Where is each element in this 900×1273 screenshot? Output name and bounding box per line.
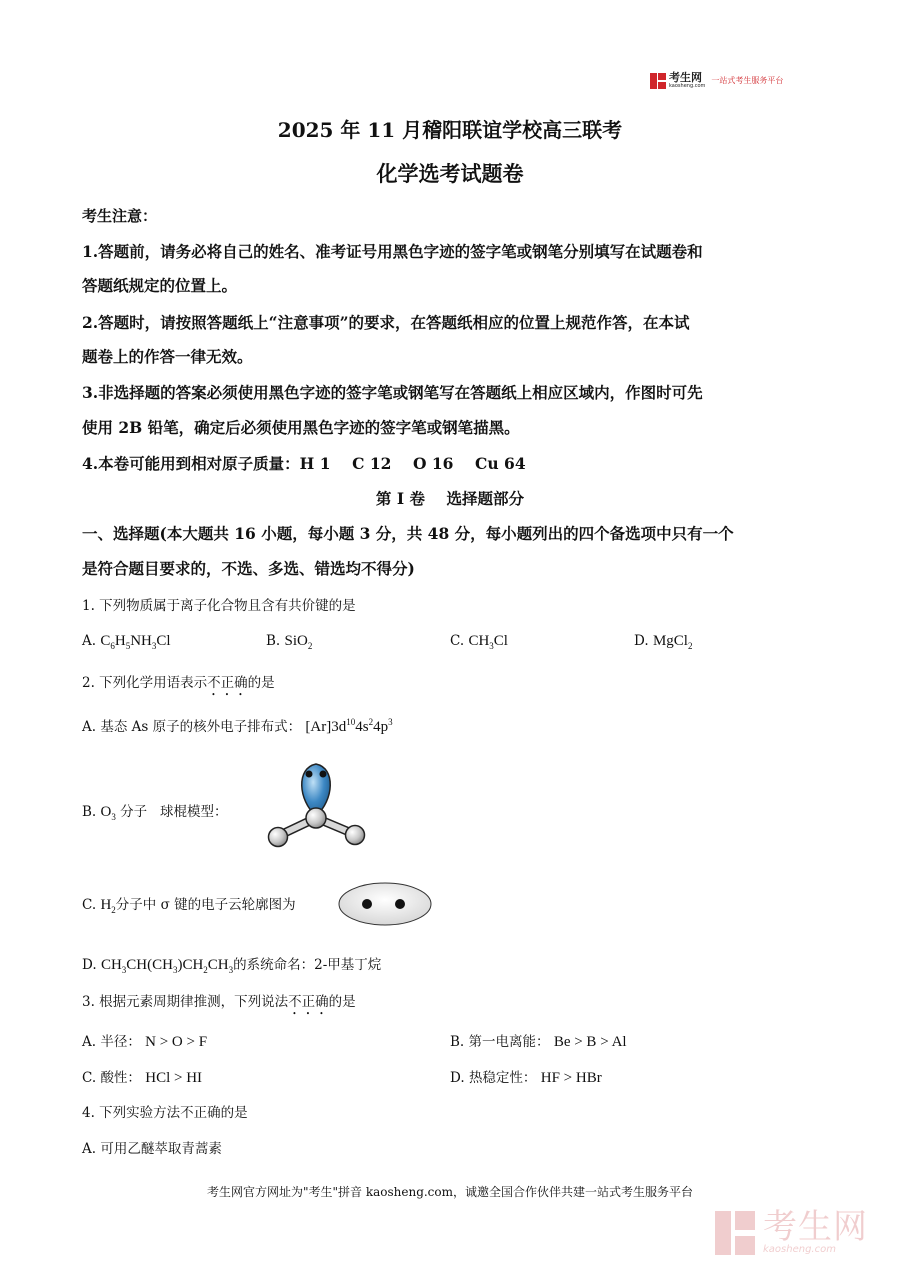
question-2-stem: 2. 下列化学用语表示不正确的是 xyxy=(82,675,275,691)
option-label: C. xyxy=(82,897,97,913)
brand-slogan: 一站式考生服务平台 xyxy=(711,76,784,85)
question-3-stem: 3. 根据元素周期律推测，下列说法不正确的是 xyxy=(82,994,356,1010)
oxygen-atom xyxy=(269,828,288,847)
formula: $C_6H_5NH_3Cl$ xyxy=(100,633,171,651)
q1-option-d[interactable] xyxy=(634,633,692,651)
electron-cloud xyxy=(339,883,431,925)
formula: $H_2$ xyxy=(100,897,116,915)
formula: $[Ar]3d^{10}4s^24p^3$ xyxy=(305,717,393,735)
emphasis-text: 不正确 xyxy=(288,994,329,1010)
option-label: B. xyxy=(82,804,97,820)
formula: HF > HBr xyxy=(540,1070,602,1086)
header-logo[interactable] xyxy=(650,72,783,89)
notice-line: 4.本卷可能用到相对原子质量：H 1 C 12 O 16 Cu 64 xyxy=(82,454,526,473)
q2-option-c[interactable]: C. $H_2$分子中 σ 键的电子云轮廓图为 xyxy=(82,897,296,915)
notice-line: 使用 2B 铅笔，确定后必须使用黑色字迹的签字笔或钢笔描黑。 xyxy=(82,418,520,437)
q3-option-c[interactable]: C. 酸性： HCl > HI xyxy=(82,1070,203,1086)
oxygen-atom xyxy=(306,808,326,828)
page-footer: 考生网官方网址为"考生"拼音 kaosheng.com，诚邀全国合作伙伴共建一站式考生服务平台 xyxy=(206,1185,694,1199)
ozone-ball-stick-model xyxy=(262,760,372,855)
option-label: A. xyxy=(82,1034,97,1050)
watermark-logo xyxy=(715,1207,868,1255)
nucleus-dot xyxy=(395,899,405,909)
part-intro: 是符合题目要求的，不选、多选、错选均不得分) xyxy=(82,559,415,578)
emphasis-text: 不正确 xyxy=(207,675,248,691)
formula: $CH_3CH(CH_3)CH_2CH_3$ xyxy=(100,957,234,975)
option-label: D. xyxy=(450,1070,465,1086)
kaosheng-logo-icon xyxy=(650,73,666,89)
sigma-bond-electron-cloud xyxy=(336,880,434,928)
question-4-stem: 4. 下列实验方法不正确的是 xyxy=(82,1105,248,1121)
notice-line: 1.答题前，请务必将自己的姓名、准考证号用黑色字迹的签字笔或钢笔分别填写在试题卷和 xyxy=(82,242,703,261)
q1-option-c[interactable] xyxy=(450,633,508,651)
formula: MgCl$_2$ xyxy=(652,633,693,651)
option-label: A. xyxy=(82,633,97,649)
q1-option-a[interactable] xyxy=(82,633,171,651)
exam-subtitle: 化学选考试题卷 xyxy=(376,161,524,186)
option-label: D. xyxy=(82,957,97,973)
q3-option-a[interactable]: A. 半径： N > O > F xyxy=(82,1034,208,1050)
brand-name: 考生网 xyxy=(669,71,702,84)
q4-option-a[interactable]: A. 可用乙醚萃取青蒿素 xyxy=(82,1141,222,1157)
brand-url: kaosheng.com xyxy=(669,83,706,89)
watermark-brand: 考生网 xyxy=(763,1207,868,1247)
lone-pair-electron xyxy=(306,771,313,778)
formula: N > O > F xyxy=(145,1034,208,1050)
formula: Be > B > Al xyxy=(553,1034,627,1050)
q2-option-b[interactable]: B. $O_3$ 分子 球棍模型： xyxy=(82,804,228,822)
notice-line: 题卷上的作答一律无效。 xyxy=(82,347,253,366)
exam-title: 2025 年 11 月稽阳联谊学校高三联考 xyxy=(277,118,623,142)
formula: $CH_3Cl$ xyxy=(468,633,508,651)
option-label: D. xyxy=(634,633,649,649)
oxygen-atom xyxy=(346,826,365,845)
lone-pair-electron xyxy=(320,771,327,778)
formula: HCl > HI xyxy=(145,1070,203,1086)
section-title: 第 I 卷 选择题部分 xyxy=(375,489,525,508)
option-label: C. xyxy=(450,633,465,649)
notice-heading: 考生注意： xyxy=(82,207,158,225)
kaosheng-logo-icon xyxy=(715,1211,755,1255)
option-label: B. xyxy=(450,1034,465,1050)
formula: SiO$_2$ xyxy=(284,633,313,651)
q3-option-d[interactable]: D. 热稳定性： HF > HBr xyxy=(450,1070,602,1086)
nucleus-dot xyxy=(362,899,372,909)
option-label: B. xyxy=(266,633,281,649)
q2-option-a[interactable]: A. 基态 As 原子的核外电子排布式： $[Ar]3d^{10}4s^24p^3$ xyxy=(82,717,393,735)
notice-line: 2.答题时，请按照答题纸上“注意事项”的要求，在答题纸相应的位置上规范作答，在本试 xyxy=(82,313,690,332)
notice-line: 答题纸规定的位置上。 xyxy=(82,276,238,295)
question-1-stem: 1. 下列物质属于离子化合物且含有共价键的是 xyxy=(82,598,356,614)
q1-option-b[interactable] xyxy=(266,633,312,651)
option-label: A. xyxy=(82,719,97,735)
watermark-url: kaosheng.com xyxy=(763,1244,836,1255)
option-label: C. xyxy=(82,1070,97,1086)
q2-option-d[interactable]: D. $CH_3CH(CH_3)CH_2CH_3$的系统命名：2-甲基丁烷 xyxy=(82,957,382,975)
formula: $O_3$ xyxy=(100,804,116,822)
q3-option-b[interactable]: B. 第一电离能： Be > B > Al xyxy=(450,1034,627,1050)
notice-line: 3.非选择题的答案必须使用黑色字迹的签字笔或钢笔写在答题纸上相应区域内，作图时可先 xyxy=(82,383,703,402)
part-intro: 一、选择题(本大题共 16 小题，每小题 3 分，共 48 分，每小题列出的四个备选项中只有一个 xyxy=(82,524,734,543)
